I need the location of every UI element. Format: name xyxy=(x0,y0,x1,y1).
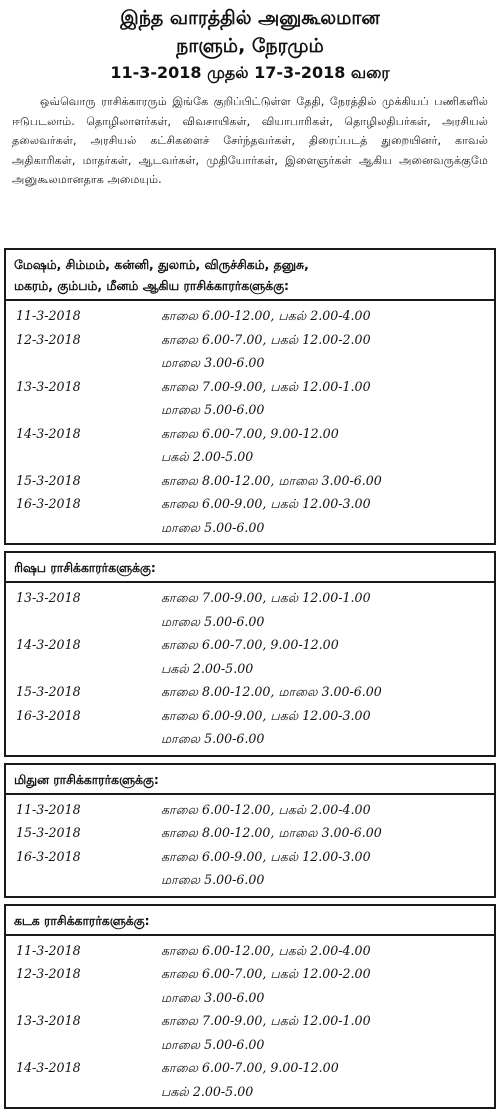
time-slot-line: காலை 6.00-12.00, பகல் 2.00-4.00 xyxy=(161,304,494,328)
schedule-row xyxy=(6,821,494,845)
schedule-sections xyxy=(4,248,496,1109)
schedule-date: 12-3-2018 xyxy=(6,328,161,375)
schedule-times xyxy=(161,845,494,892)
intro-text: ஒவ்வொரு ராசிக்காரரும் இங்கே குறிப்பிட்டுள்ள தேதி, நேரத்தில் முக்கியப் பணிகளில் ஈடுபடலாம். தொழிலாளர்கள், விவசாயிகள், வியாபாரிகள், தொழிலதிபர்கள், அரசியல் தலைவர்கள், அரசியல் கட்சிகளைச் சேர்ந்தவர்கள், திரைப்படத் துறையினர், காவல் அதிகாரிகள், மாதர்கள், ஆடவர்கள், முதியோர்கள், இளைஞர்கள் ஆகிய அனைவருக்குமே அனுகூலமானதாக அமையும். xyxy=(12,92,488,190)
schedule-times xyxy=(161,1009,494,1056)
schedule-times xyxy=(161,704,494,751)
schedule-times xyxy=(161,586,494,633)
time-slot-line: காலை 6.00-9.00, பகல் 12.00-3.00 xyxy=(161,492,494,516)
time-slot-line: காலை 7.00-9.00, பகல் 12.00-1.00 xyxy=(161,586,494,610)
section-body xyxy=(6,936,494,1108)
schedule-row xyxy=(6,798,494,822)
section-heading xyxy=(6,765,494,795)
schedule-times xyxy=(161,821,494,845)
rasi-section xyxy=(4,551,496,757)
schedule-times xyxy=(161,633,494,680)
time-slot-line: மாலை 5.00-6.00 xyxy=(161,1033,494,1057)
schedule-row xyxy=(6,492,494,539)
schedule-date: 15-3-2018 xyxy=(6,680,161,704)
time-slot-line: காலை 6.00-9.00, பகல் 12.00-3.00 xyxy=(161,845,494,869)
section-heading xyxy=(6,906,494,936)
schedule-date: 13-3-2018 xyxy=(6,1009,161,1056)
schedule-row xyxy=(6,845,494,892)
schedule-times xyxy=(161,304,494,328)
schedule-times xyxy=(161,492,494,539)
time-slot-line: காலை 6.00-7.00, 9.00-12.00 xyxy=(161,633,494,657)
rasi-section xyxy=(4,904,496,1109)
section-heading-line: ரிஷப ராசிக்காரர்களுக்கு: xyxy=(14,557,486,578)
time-slot-line: மாலை 5.00-6.00 xyxy=(161,868,494,892)
time-slot-line: மாலை 3.00-6.00 xyxy=(161,351,494,375)
schedule-row xyxy=(6,375,494,422)
time-slot-line: காலை 6.00-7.00, 9.00-12.00 xyxy=(161,1056,494,1080)
time-slot-line: காலை 8.00-12.00, மாலை 3.00-6.00 xyxy=(161,821,494,845)
schedule-row xyxy=(6,680,494,704)
rasi-section xyxy=(4,248,496,545)
section-heading-line: மகரம், கும்பம், மீனம் ஆகிய ராசிக்காரர்களுக்கு: xyxy=(14,275,486,296)
time-slot-line: காலை 8.00-12.00, மாலை 3.00-6.00 xyxy=(161,469,494,493)
time-slot-line: மாலை 5.00-6.00 xyxy=(161,516,494,540)
section-body xyxy=(6,795,494,896)
schedule-date: 11-3-2018 xyxy=(6,939,161,963)
schedule-row xyxy=(6,586,494,633)
time-slot-line: பகல் 2.00-5.00 xyxy=(161,1080,494,1104)
schedule-row xyxy=(6,469,494,493)
section-heading xyxy=(6,553,494,583)
time-slot-line: காலை 6.00-12.00, பகல் 2.00-4.00 xyxy=(161,939,494,963)
page-header xyxy=(0,0,500,84)
section-heading-line: மிதுன ராசிக்காரர்களுக்கு: xyxy=(14,769,486,790)
time-slot-line: காலை 6.00-7.00, பகல் 12.00-2.00 xyxy=(161,328,494,352)
schedule-row xyxy=(6,422,494,469)
time-slot-line: காலை 6.00-7.00, 9.00-12.00 xyxy=(161,422,494,446)
schedule-date: 15-3-2018 xyxy=(6,821,161,845)
schedule-row xyxy=(6,939,494,963)
schedule-row xyxy=(6,704,494,751)
schedule-row xyxy=(6,304,494,328)
time-slot-line: மாலை 5.00-6.00 xyxy=(161,610,494,634)
schedule-times xyxy=(161,962,494,1009)
intro-paragraph xyxy=(12,92,488,248)
schedule-times xyxy=(161,939,494,963)
section-heading-line: கடக ராசிக்காரர்களுக்கு: xyxy=(14,910,486,931)
schedule-times xyxy=(161,680,494,704)
section-body xyxy=(6,583,494,755)
schedule-date: 11-3-2018 xyxy=(6,798,161,822)
schedule-row xyxy=(6,1056,494,1103)
schedule-date: 15-3-2018 xyxy=(6,469,161,493)
schedule-times xyxy=(161,422,494,469)
page-title-line-1: இந்த வாரத்தில் அனுகூலமான xyxy=(0,4,500,32)
schedule-times xyxy=(161,469,494,493)
schedule-date: 12-3-2018 xyxy=(6,962,161,1009)
schedule-date: 11-3-2018 xyxy=(6,304,161,328)
time-slot-line: மாலை 5.00-6.00 xyxy=(161,727,494,751)
rasi-section xyxy=(4,763,496,898)
section-heading-line: மேஷம், சிம்மம், கன்னி, துலாம், விருச்சிகம், தனுசு, xyxy=(14,254,486,275)
schedule-date: 14-3-2018 xyxy=(6,1056,161,1103)
schedule-date: 13-3-2018 xyxy=(6,375,161,422)
time-slot-line: காலை 7.00-9.00, பகல் 12.00-1.00 xyxy=(161,375,494,399)
schedule-date: 16-3-2018 xyxy=(6,704,161,751)
time-slot-line: காலை 8.00-12.00, மாலை 3.00-6.00 xyxy=(161,680,494,704)
schedule-row xyxy=(6,328,494,375)
time-slot-line: பகல் 2.00-5.00 xyxy=(161,657,494,681)
time-slot-line: காலை 7.00-9.00, பகல் 12.00-1.00 xyxy=(161,1009,494,1033)
time-slot-line: மாலை 5.00-6.00 xyxy=(161,398,494,422)
schedule-date: 16-3-2018 xyxy=(6,492,161,539)
time-slot-line: காலை 6.00-7.00, பகல் 12.00-2.00 xyxy=(161,962,494,986)
time-slot-line: மாலை 3.00-6.00 xyxy=(161,986,494,1010)
schedule-times xyxy=(161,375,494,422)
schedule-times xyxy=(161,328,494,375)
schedule-date: 16-3-2018 xyxy=(6,845,161,892)
schedule-times xyxy=(161,798,494,822)
schedule-date: 14-3-2018 xyxy=(6,633,161,680)
section-body xyxy=(6,301,494,543)
page-title-line-2: நாளும், நேரமும் xyxy=(0,32,500,60)
schedule-date: 14-3-2018 xyxy=(6,422,161,469)
date-range: 11-3-2018 முதல் 17-3-2018 வரை xyxy=(0,62,500,84)
schedule-date: 13-3-2018 xyxy=(6,586,161,633)
time-slot-line: காலை 6.00-12.00, பகல் 2.00-4.00 xyxy=(161,798,494,822)
schedule-row xyxy=(6,1009,494,1056)
section-heading xyxy=(6,250,494,301)
schedule-row xyxy=(6,962,494,1009)
schedule-times xyxy=(161,1056,494,1103)
time-slot-line: பகல் 2.00-5.00 xyxy=(161,445,494,469)
schedule-row xyxy=(6,633,494,680)
time-slot-line: காலை 6.00-9.00, பகல் 12.00-3.00 xyxy=(161,704,494,728)
